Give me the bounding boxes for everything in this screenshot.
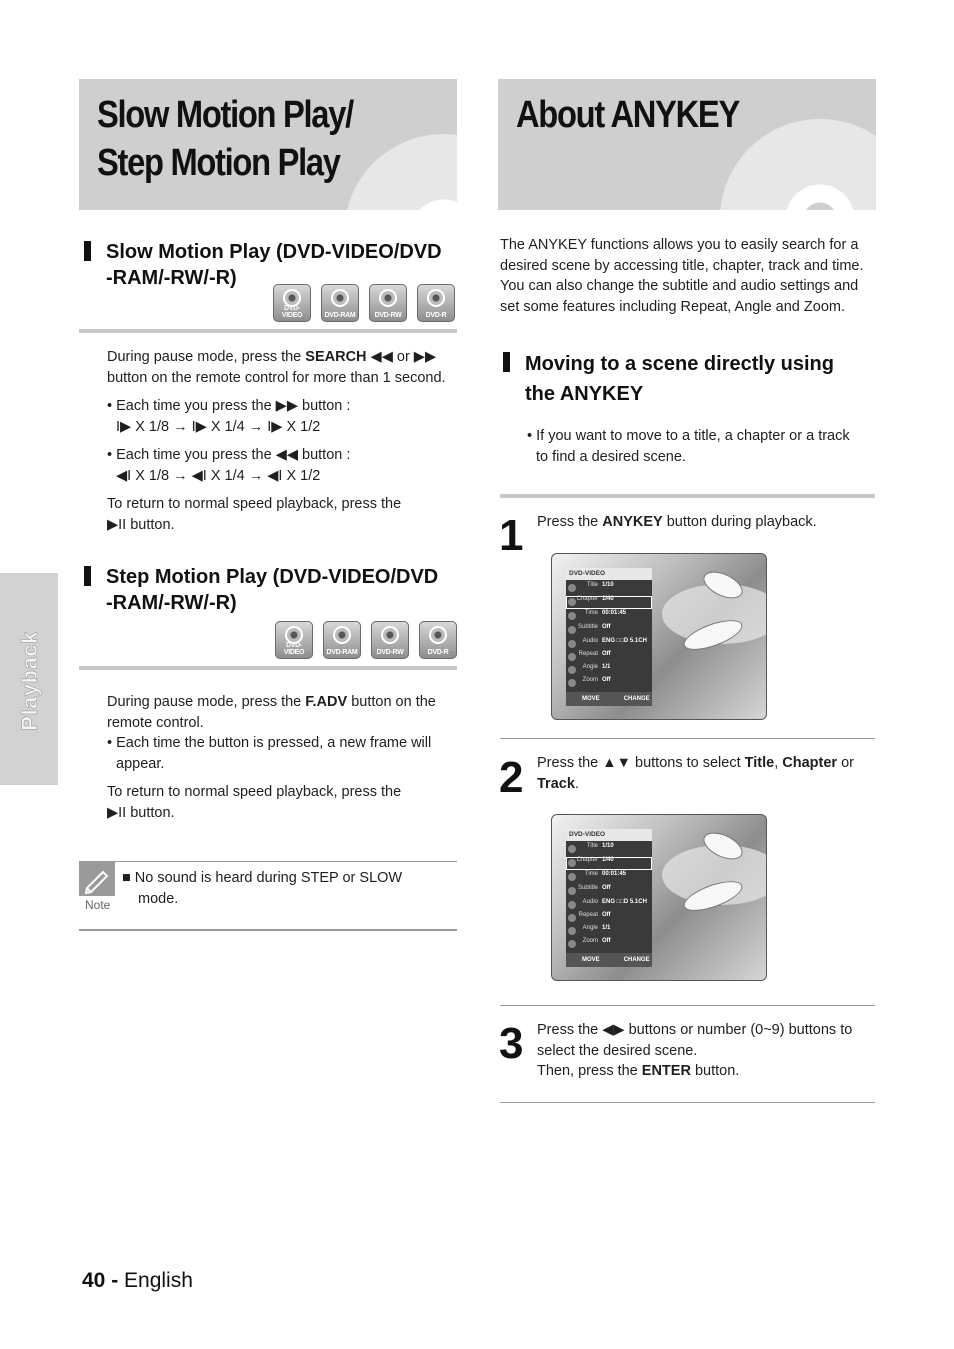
section-marker [84,241,91,261]
menu-footer [566,953,652,967]
dvd-video-badge [273,284,311,322]
badge-label: DVD-RW [374,312,402,319]
row-value: Off [602,651,611,657]
text: During pause mode, press the [107,694,306,710]
row-value: Off [602,912,611,918]
change-hint: CHANGE [623,957,650,963]
menu-row-chapter [566,596,652,609]
step-rule [500,494,875,498]
title-line-2: Step Motion Play [97,142,340,184]
text: Then, press the [537,1063,642,1079]
menu-row-angle [566,664,652,677]
page-footer [82,1269,193,1293]
note-icon [79,862,115,896]
text: Press the [537,514,603,530]
text: select the desired scene. [537,1042,698,1059]
badge-label: DVD-R [425,312,447,319]
slow-instructions [107,347,459,535]
disc-graphic [720,119,876,210]
section-marker [84,566,91,586]
step-number-1: 1 [499,511,524,560]
change-hint: CHANGE [623,696,650,702]
dvd-rw-badge [371,621,409,659]
text: button on the [347,694,436,710]
row-value: 1/1 [602,925,611,931]
menu-row-repeat [566,651,652,664]
row-key: Repeat [578,651,598,657]
text: button. [690,1063,740,1079]
disc-badges-step [275,621,457,659]
enter-key: ENTER [641,1063,691,1079]
bullet-reverse: • Each time you press the ◀◀ button : [107,447,351,463]
menu-row-time [566,610,652,623]
text: ◀◀ or ▶▶ [366,349,437,365]
badge-label: DVD-RW [376,649,404,656]
dvd-ram-badge [321,284,359,322]
menu-header: DVD-VIDEO [566,568,652,580]
text: remote control. [107,714,204,731]
text: button during playback. [662,514,817,530]
menu-row-zoom [566,677,652,690]
step-rule [500,1102,875,1103]
row-key: Audio [582,638,598,644]
menu-row-angle [566,925,652,938]
badge-label: DVD-VIDEO [283,642,305,656]
step-motion-heading [106,564,456,616]
page-number: 40 - [82,1269,125,1292]
intro-line: The ANYKEY functions allows you to easily search for a [500,237,859,253]
text: Press the ◀▶ buttons or number (0~9) buttons to [537,1022,853,1038]
anykey-key: ANYKEY [602,514,663,530]
row-value: 1/1 [602,664,611,670]
row-key: Title [586,582,598,588]
menu-row-audio [566,899,652,912]
disc-graphic [344,134,457,210]
row-key: Time [584,610,598,616]
note-top-rule [79,861,457,862]
note-bottom-rule [79,929,457,931]
badge-label: DVD-R [427,649,449,656]
note-line-2: mode. [138,890,179,907]
menu-row-title [566,582,652,595]
menu-row-audio [566,638,652,651]
fadv-key: F.ADV [305,694,348,710]
osd-screenshot-1 [551,553,767,720]
step-1-text [537,512,877,533]
row-value: 00:01:45 [602,871,627,877]
step-number-3: 3 [499,1019,524,1068]
track-key: Track [537,775,575,792]
section-rule [79,666,457,670]
row-value: Off [602,677,611,683]
row-key: Zoom [582,938,598,944]
step-number-2: 2 [499,753,524,802]
note-text [122,868,452,909]
anykey-menu [566,829,652,967]
reverse-speeds: ◀I X 1/8 → ◀I X 1/4 → ◀I X 1/2 [116,467,321,484]
badge-label: DVD-RAM [326,649,358,656]
right-banner [498,79,876,210]
row-value: 1/10 [602,582,614,588]
step-3-text [537,1020,882,1082]
row-value: 1/10 [602,843,614,849]
note-line-1: ■ No sound is heard during STEP or SLOW [122,870,403,886]
row-value: 1/40 [602,857,614,863]
text: button on the remote control for more than 1 second. [107,369,446,386]
text: to find a desired scene. [536,448,686,465]
text: During pause mode, press the [107,349,306,365]
heading-line-2: -RAM/-RW/-R) [106,592,237,614]
anykey-heading [525,349,885,409]
row-value: ENG □□D 5.1CH [602,899,647,905]
menu-row-time [566,871,652,884]
anykey-menu [566,568,652,706]
heading-line-2: -RAM/-RW/-R) [106,267,237,289]
anykey-intro [500,235,880,317]
section-marker [503,352,510,372]
row-key: Time [584,871,598,877]
menu-row-subtitle [566,624,652,637]
step-2-text [537,753,877,794]
menu-row-subtitle [566,885,652,898]
text: Press the ▲▼ buttons to select [537,755,745,771]
step-rule [500,738,875,739]
text: , [774,755,783,771]
disc-badges-slow [273,284,455,322]
dvd-ram-badge [323,621,361,659]
row-value: ENG □□D 5.1CH [602,638,647,644]
heading-line-1: Moving to a scene directly using [525,353,834,375]
dvd-rw-badge [369,284,407,322]
text: To return to normal speed playback, press the [107,496,402,512]
heading-line-2: the ANYKEY [525,383,644,405]
text: ▶II button. [107,516,175,533]
row-key: Angle [582,925,598,931]
move-hint: MOVE [582,696,600,702]
section-rule [79,329,457,333]
note-label: Note [85,898,111,912]
osd-screenshot-2 [551,814,767,981]
intro-line: You can also change the subtitle and audio settings and [500,278,859,294]
side-tab-playback [0,573,58,785]
badge-label: DVD-VIDEO [281,305,303,319]
bullet: • If you want to move to a title, a chapter or a track [527,428,850,444]
menu-row-chapter [566,857,652,870]
anykey-bullet [527,426,877,467]
bullet: • Each time the button is pressed, a new frame will [107,735,432,751]
menu-row-repeat [566,912,652,925]
language-label: English [124,1269,193,1292]
row-key: Chapter [576,857,598,863]
bullet-forward: • Each time you press the ▶▶ button : [107,398,351,414]
step-instructions [107,692,459,823]
search-key: SEARCH [305,349,367,365]
row-value: Off [602,938,611,944]
badge-label: DVD-RAM [324,312,356,319]
menu-row-zoom [566,938,652,951]
chapter-key: Chapter [782,755,838,771]
left-banner [79,79,457,210]
row-key: Audio [582,899,598,905]
row-value: 1/40 [602,596,614,602]
title-key: Title [744,755,775,771]
forward-speeds: I▶ X 1/8 → I▶ X 1/4 → I▶ X 1/2 [116,418,321,435]
row-key: Chapter [576,596,598,602]
intro-line: desired scene by accessing title, chapter, track and time. [500,257,864,274]
row-key: Title [586,843,598,849]
page-title-right: About ANYKEY [516,94,739,136]
text: ▶II button. [107,804,175,821]
row-key: Zoom [582,677,598,683]
row-key: Repeat [578,912,598,918]
row-key: Subtitle [577,624,598,630]
dvd-video-badge [275,621,313,659]
menu-row-title [566,843,652,856]
heading-line-1: Step Motion Play (DVD-VIDEO/DVD [106,566,439,588]
text: . [574,775,579,792]
row-key: Angle [582,664,598,670]
step-rule [500,1005,875,1006]
move-hint: MOVE [582,957,600,963]
text: appear. [116,755,165,772]
text: or [837,755,854,771]
row-value: Off [602,624,611,630]
dvd-r-badge [417,284,455,322]
dvd-r-badge [419,621,457,659]
menu-header: DVD-VIDEO [566,829,652,841]
title-line-1: Slow Motion Play/ [97,94,353,136]
side-tab-label: Playback [17,631,42,731]
page-title-left [97,91,353,187]
menu-footer [566,692,652,706]
intro-line: set some features including Repeat, Angle and Zoom. [500,298,845,315]
text: To return to normal speed playback, press the [107,784,402,800]
row-value: 00:01:45 [602,610,627,616]
row-key: Subtitle [577,885,598,891]
heading-line-1: Slow Motion Play (DVD-VIDEO/DVD [106,241,442,263]
row-value: Off [602,885,611,891]
